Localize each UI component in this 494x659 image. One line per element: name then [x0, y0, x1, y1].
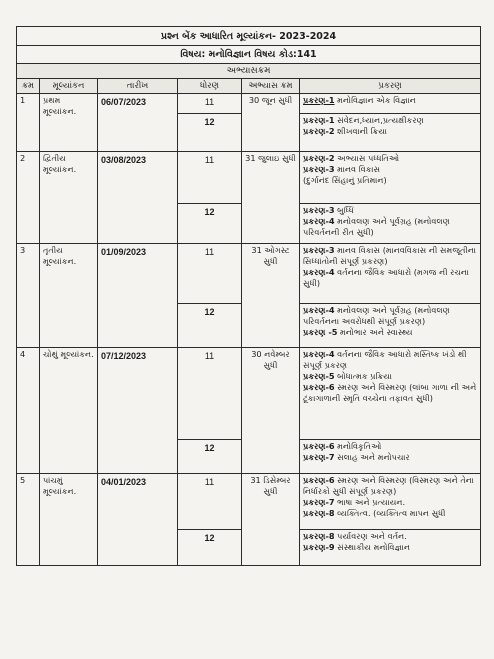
chapter-number: પ્રકરણ-3 — [303, 164, 335, 174]
chapter-title: વ્યક્તિત્વ. (વ્યક્તિત્વ માપન સુધી — [334, 508, 446, 518]
chapter-number: પ્રકરણ-7 — [303, 497, 335, 507]
chapter-number: પ્રકરણ-4 — [303, 305, 335, 315]
chapter-line — [303, 441, 477, 452]
chapters-std-12 — [300, 114, 481, 152]
chapter-title: બુધ્ધિ — [334, 205, 354, 215]
chapter-number: પ્રકરણ-4 — [303, 267, 335, 277]
chapter-title: મનોવલણ અને પૂર્વગ્રહ (મનોવલણ પરિવર્તનની રીત સુધી) — [303, 216, 450, 237]
table-row — [17, 152, 481, 204]
chapter-number: પ્રકરણ-6 — [303, 441, 335, 451]
syllabus-table — [16, 26, 481, 566]
chapter-number: પ્રકરણ-4 — [303, 349, 335, 359]
chapters-std-11 — [300, 348, 481, 440]
chapter-line — [303, 508, 477, 519]
chapter-line — [303, 475, 477, 497]
chapter-line — [303, 371, 477, 382]
syllabus-upto: 31 જુલાઇ સુધી — [242, 152, 300, 244]
chapter-line — [303, 205, 477, 216]
evaluation-name: પાંચમું મૂલ્યાંકન. — [40, 474, 98, 566]
chapters-std-12 — [300, 304, 481, 348]
header-standard: ધોરણ — [178, 79, 242, 94]
chapter-line — [303, 452, 477, 463]
evaluation-name: પ્રથમ મૂલ્યાંકન. — [40, 94, 98, 152]
chapter-title: ભાષા અને પ્રત્યાયન. — [334, 497, 406, 507]
chapters-std-11 — [300, 474, 481, 530]
chapter-number: પ્રકરણ-5 — [303, 371, 335, 381]
chapter-number: પ્રકરણ -5 — [303, 327, 338, 337]
chapter-number: પ્રકરણ-1 — [303, 95, 335, 105]
chapter-title: સલાહ અને મનોપચાર — [334, 452, 410, 462]
chapter-line — [303, 382, 477, 404]
chapters-std-11 — [300, 152, 481, 204]
table-row — [17, 244, 481, 304]
header-sr: ક્રમ — [17, 79, 40, 94]
serial-number: 3 — [17, 244, 40, 348]
syllabus-upto: 31 ઓગસ્ટ સુધી — [242, 244, 300, 348]
chapter-line — [303, 216, 477, 238]
chapter-number: પ્રકરણ-4 — [303, 216, 335, 226]
chapter-title: વર્તનના જૈવિક આધારો (મગજ ની રચના સુધી) — [303, 267, 470, 288]
chapter-title: મનોવલણ અને પૂર્વગ્રહ (મનોવલણ પરિવર્તનના અવરોધથી સંપૂર્ણ પ્રકરણ) — [303, 305, 450, 326]
chapter-number: પ્રકરણ-7 — [303, 452, 335, 462]
chapters-std-11 — [300, 94, 481, 114]
chapter-number: પ્રકરણ-8 — [303, 508, 335, 518]
chapter-line — [303, 175, 477, 186]
chapter-number: પ્રકરણ-8 — [303, 531, 335, 541]
serial-number: 5 — [17, 474, 40, 566]
standard-11: 11 — [178, 348, 242, 440]
chapter-title: સંવેદન,ધ્યાન,પ્રત્યક્ષીકરણ — [334, 115, 424, 125]
chapter-number: પ્રકરણ-2 — [303, 126, 335, 136]
evaluation-date: 06/07/2023 — [98, 94, 178, 152]
standard-12: 12 — [178, 114, 242, 152]
chapter-title: મનોવિજ્ઞાન એક વિજ્ઞાન — [334, 95, 416, 105]
chapter-line — [303, 305, 477, 327]
chapters-std-12 — [300, 204, 481, 244]
chapter-number: પ્રકરણ-2 — [303, 153, 335, 163]
chapter-number: પ્રકરણ-6 — [303, 382, 335, 392]
syllabus-upto: 31 ડિસેમ્બર સુધી — [242, 474, 300, 566]
header-evaluation: મૂલ્યાંકન — [40, 79, 98, 94]
chapter-line — [303, 245, 477, 267]
chapter-title: શીખવાની ક્રિયા — [334, 126, 388, 136]
standard-12: 12 — [178, 204, 242, 244]
evaluation-date: 03/08/2023 — [98, 152, 178, 244]
chapter-line — [303, 164, 477, 175]
chapter-line — [303, 349, 477, 371]
chapter-title: સ્મરણ અને વિસ્મરણ (વિસ્મરણ અને તેના નિર્ધારકો સુધી સંપૂર્ણ પ્રકરણ) — [303, 475, 474, 496]
header-date: તારીખ — [98, 79, 178, 94]
chapters-std-12 — [300, 440, 481, 474]
chapter-title: સંસ્થાકીય મનોવિજ્ઞાન — [334, 542, 411, 552]
serial-number: 4 — [17, 348, 40, 474]
standard-12: 12 — [178, 304, 242, 348]
chapter-number: પ્રકરણ-6 — [303, 475, 335, 485]
standard-11: 11 — [178, 474, 242, 530]
chapter-line — [303, 126, 477, 137]
chapter-line — [303, 267, 477, 289]
chapter-line — [303, 115, 477, 126]
serial-number: 1 — [17, 94, 40, 152]
chapters-std-11 — [300, 244, 481, 304]
standard-12: 12 — [178, 440, 242, 474]
chapter-title: (દુર્ગાનંદ સિંહાનું પ્રતિમાન) — [303, 175, 387, 185]
table-row — [17, 348, 481, 440]
chapter-line — [303, 542, 477, 553]
evaluation-date: 01/09/2023 — [98, 244, 178, 348]
header-syllabus: અભ્યાસ ક્રમ — [242, 79, 300, 94]
section-heading: અભ્યાસક્રમ — [17, 64, 481, 79]
document-title: પ્રશ્ન બેંક આધારિત મૂલ્યાંકન- 2023-2024 — [17, 27, 481, 46]
evaluation-name: ચોથું મૂલ્યાંકન. — [40, 348, 98, 474]
subject-line: વિષય: મનોવિજ્ઞાન વિષય કોડ:141 — [17, 46, 481, 64]
chapter-number: પ્રકરણ-9 — [303, 542, 335, 552]
table-row — [17, 94, 481, 114]
chapter-title: વર્તનના જૈવિક આધારો મસ્તિષ્ક ખંડો થી સંપૂર્ણ પ્રકરણ — [303, 349, 467, 370]
evaluation-date: 04/01/2023 — [98, 474, 178, 566]
syllabus-upto: 30 નવેમ્બર સુધી — [242, 348, 300, 474]
evaluation-date: 07/12/2023 — [98, 348, 178, 474]
chapter-title: માનવ વિકાસ (માનવવિકાસ ની સમજૂતીના સિધ્ધાંતોની સંપૂર્ણ પ્રકરણ) — [303, 245, 476, 266]
document-sheet — [16, 26, 480, 566]
standard-11: 11 — [178, 152, 242, 204]
table-row — [17, 474, 481, 530]
evaluation-name: દ્વિતીય મૂલ્યાંકન. — [40, 152, 98, 244]
chapter-line — [303, 531, 477, 542]
chapter-title: મનોવિકૃતિઓ — [334, 441, 382, 451]
chapter-title: અભ્યાસ પધ્ધતિઓ — [334, 153, 400, 163]
standard-12: 12 — [178, 530, 242, 566]
serial-number: 2 — [17, 152, 40, 244]
chapter-title: સ્મરણ અને વિસ્મરણ (લાંબા ગાળા ની અને ટૂંકાગાળાની સ્મૃતિ વચ્ચેના તફાવત સુધી) — [303, 382, 477, 403]
chapters-std-12 — [300, 530, 481, 566]
chapter-number: પ્રકરણ-3 — [303, 205, 335, 215]
chapter-title: પર્યાવરણ અને વર્તન. — [334, 531, 407, 541]
standard-11: 11 — [178, 94, 242, 114]
chapter-title: મનોભાર અને સ્વાસ્થ્ય — [337, 327, 413, 337]
standard-11: 11 — [178, 244, 242, 304]
syllabus-upto: 30 જૂન સુધી — [242, 94, 300, 152]
chapter-line — [303, 327, 477, 338]
chapter-title: બોધાત્મક પ્રક્રિયા — [334, 371, 392, 381]
chapter-line — [303, 153, 477, 164]
chapter-line — [303, 95, 477, 106]
chapter-line — [303, 497, 477, 508]
header-row — [17, 79, 481, 94]
header-chapter: પ્રકરણ — [300, 79, 481, 94]
chapter-title: માનવ વિકાસ — [334, 164, 381, 174]
evaluation-name: તૃતીય મૂલ્યાંકન. — [40, 244, 98, 348]
chapter-number: પ્રકરણ-1 — [303, 115, 335, 125]
chapter-number: પ્રકરણ-3 — [303, 245, 335, 255]
